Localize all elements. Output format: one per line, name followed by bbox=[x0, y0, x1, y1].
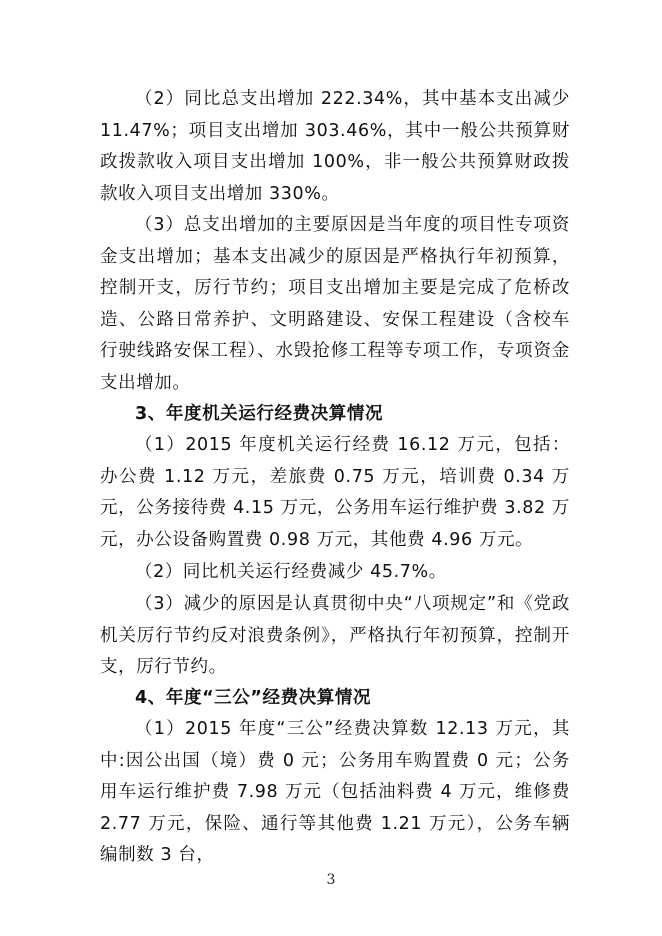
paragraph-increase-reasons: （3）总支出增加的主要原因是当年度的项目性专项资金支出增加；基本支出减少的原因是严格执行年初预算，控制开支，厉行节约；项目支出增加主要是完成了危桥改造、公路日常养护、文明路建设、安保工程建设（含校车行驶线路安保工程）、水毁抢修工程等专项工作，专项资金支出增加。 bbox=[100, 215, 570, 393]
heading-three-public-expenses: 4、年度“三公”经费决算情况 bbox=[135, 688, 372, 708]
paragraph-three-public-expenses-detail: （1）2015 年度“三公”经费决算数 12.13 万元，其中:因公出国（境）费 0 元；公务用车购置费 0 元；公务用车运行维护费 7.98 万元（包括油料费 4 万元，维修费 2.77 万元，保险、通行等其他费 1.21 万元），公务车辆编制数 3 台， bbox=[100, 719, 570, 865]
paragraph-expenditure-increase: （2）同比总支出增加 222.34%，其中基本支出减少 11.47%；项目支出增加 303.46%，其中一般公共预算财政拨款收入项目支出增加 100%，非一般公共预算财政拨款收入项目支出增加 330%。 bbox=[100, 89, 570, 204]
paragraph-operating-expenses-detail: （1）2015 年度机关运行经费 16.12 万元，包括：办公费 1.12 万元，差旅费 0.75 万元，培训费 0.34 万元，公务接待费 4.15 万元，公务用车运行维护费 3.82 万元，办公设备购置费 0.98 万元，其他费 4.96 万元。 bbox=[100, 435, 570, 550]
page-number: 3 bbox=[326, 872, 336, 888]
paragraph-decrease-reasons: （3）减少的原因是认真贯彻中央“八项规定”和《党政机关厉行节约反对浪费条例》，严格执行年初预算，控制开支，厉行节约。 bbox=[100, 594, 570, 677]
paragraph-operating-expenses-decrease: （2）同比机关运行经费减少 45.7%。 bbox=[135, 562, 447, 582]
heading-operating-expenses: 3、年度机关运行经费决算情况 bbox=[135, 404, 384, 424]
